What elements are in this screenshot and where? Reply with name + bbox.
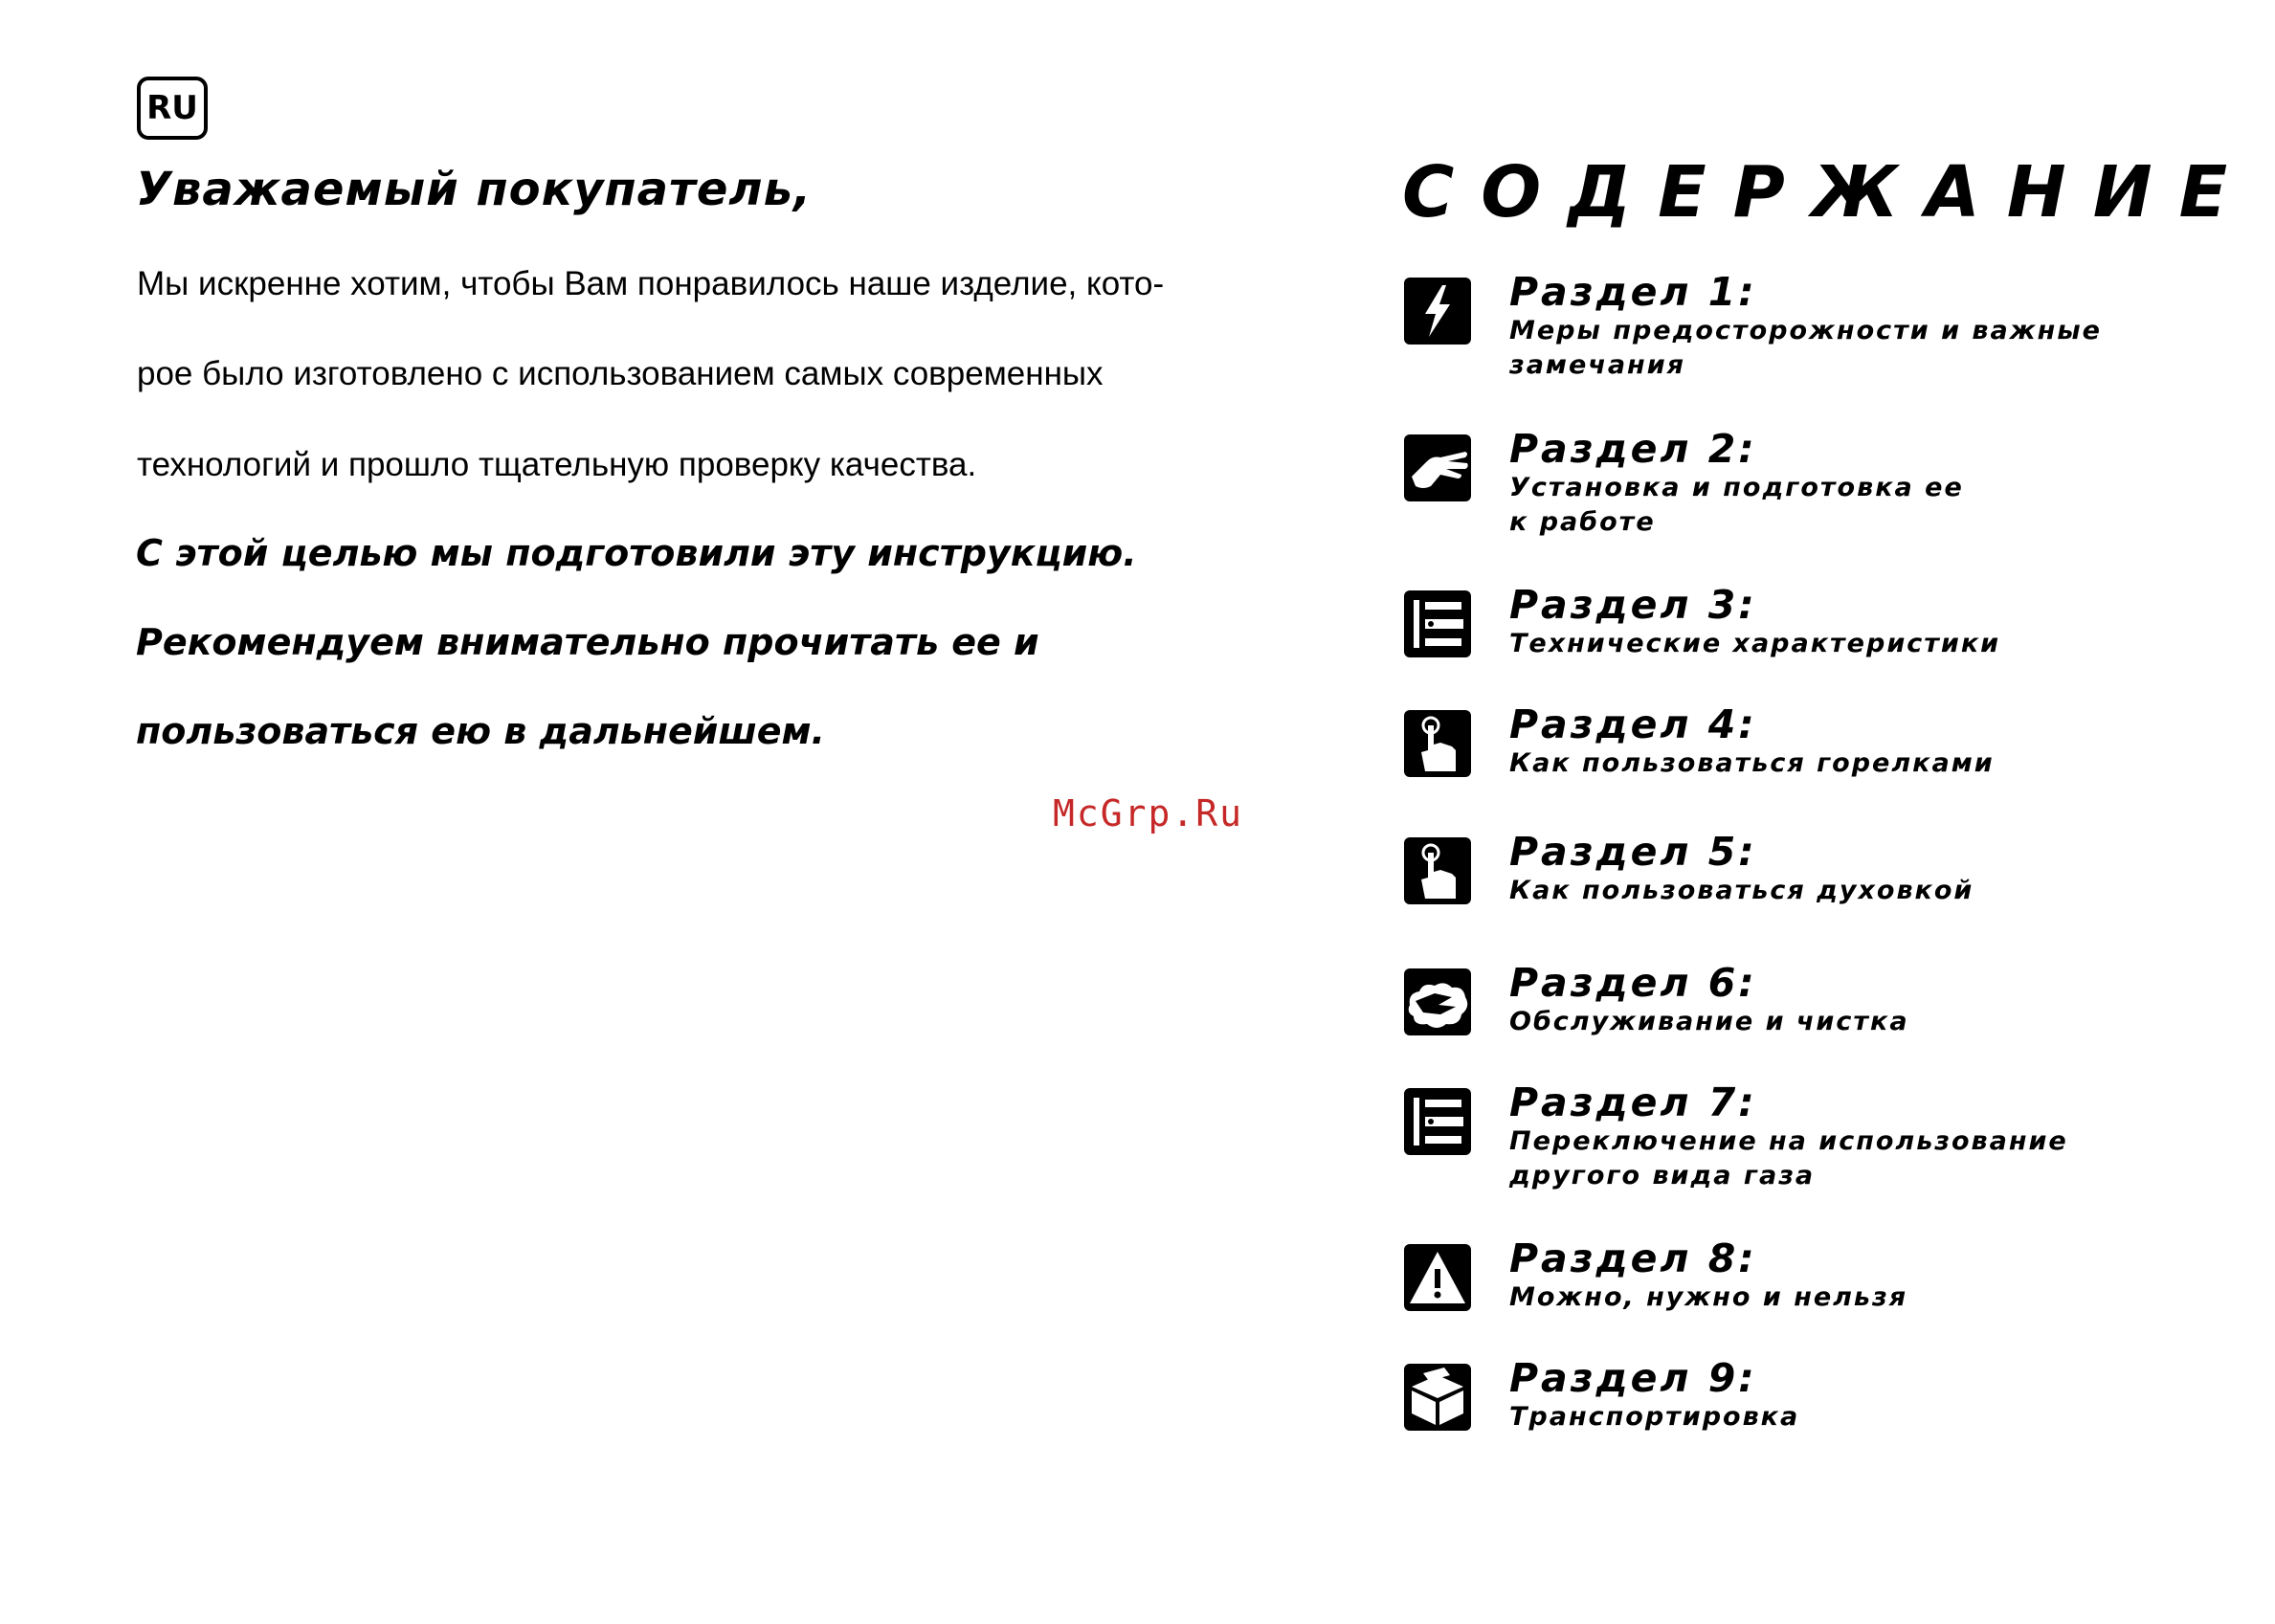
spec-icon xyxy=(1402,589,1473,659)
toc-description: Меры предосторожности и важные xyxy=(1509,316,2102,345)
toc-description: Как пользоваться духовкой xyxy=(1509,876,1974,905)
warning-icon xyxy=(1402,1242,1473,1313)
toc-description: Транспортировка xyxy=(1509,1402,1800,1432)
lightning-icon xyxy=(1402,276,1473,346)
finger-press-icon xyxy=(1402,708,1473,779)
toc-description: Переключение на использование xyxy=(1509,1126,2068,1156)
toc-section-label: Раздел 2: xyxy=(1509,426,1757,472)
toc-section-label: Раздел 9: xyxy=(1509,1355,1757,1401)
box-icon xyxy=(1402,1362,1473,1433)
toc-section-label: Раздел 6: xyxy=(1509,960,1757,1006)
toc-description: замечания xyxy=(1509,350,1685,380)
toc-section-label: Раздел 7: xyxy=(1509,1079,1757,1125)
finger-press-icon xyxy=(1402,835,1473,906)
toc-section-label: Раздел 5: xyxy=(1509,829,1757,875)
toc-description: Обслуживание и чистка xyxy=(1509,1007,1909,1036)
toc-description: Можно, нужно и нельзя xyxy=(1509,1282,1908,1312)
intro-text-line: рое было изготовлено с использованием самых современных xyxy=(137,355,1104,392)
hand-icon xyxy=(1402,433,1473,503)
toc-section-label: Раздел 1: xyxy=(1509,269,1757,315)
toc-section-label: Раздел 3: xyxy=(1509,582,1757,628)
greeting-heading: Уважаемый покупатель, xyxy=(136,163,813,216)
toc-section-label: Раздел 8: xyxy=(1509,1235,1757,1281)
toc-description: к работе xyxy=(1509,507,1656,537)
toc-description: Установка и подготовка ее xyxy=(1509,473,1964,502)
intro-text-line: Мы искренне хотим, чтобы Вам понравилось наше изделие, кото- xyxy=(137,265,1165,302)
emphasis-text-line: С этой целью мы подготовили эту инструкцию. xyxy=(136,532,1137,574)
watermark: McGrp.Ru xyxy=(1053,792,1244,834)
language-badge: RU xyxy=(137,77,208,140)
toc-description: Как пользоваться горелками xyxy=(1509,748,1995,778)
intro-text-line: технологий и прошло тщательную проверку качества. xyxy=(137,446,977,483)
cleaning-icon xyxy=(1402,967,1473,1037)
emphasis-text-line: пользоваться ею в дальнейшем. xyxy=(136,710,825,752)
emphasis-text-line: Рекомендуем внимательно прочитать ее и xyxy=(136,621,1039,663)
toc-description: Технические характеристики xyxy=(1509,629,2001,658)
toc-description: другого вида газа xyxy=(1509,1161,1816,1190)
toc-section-label: Раздел 4: xyxy=(1509,701,1757,747)
contents-title: СОДЕРЖАНИЕ xyxy=(1402,151,2255,234)
spec-icon xyxy=(1402,1086,1473,1157)
